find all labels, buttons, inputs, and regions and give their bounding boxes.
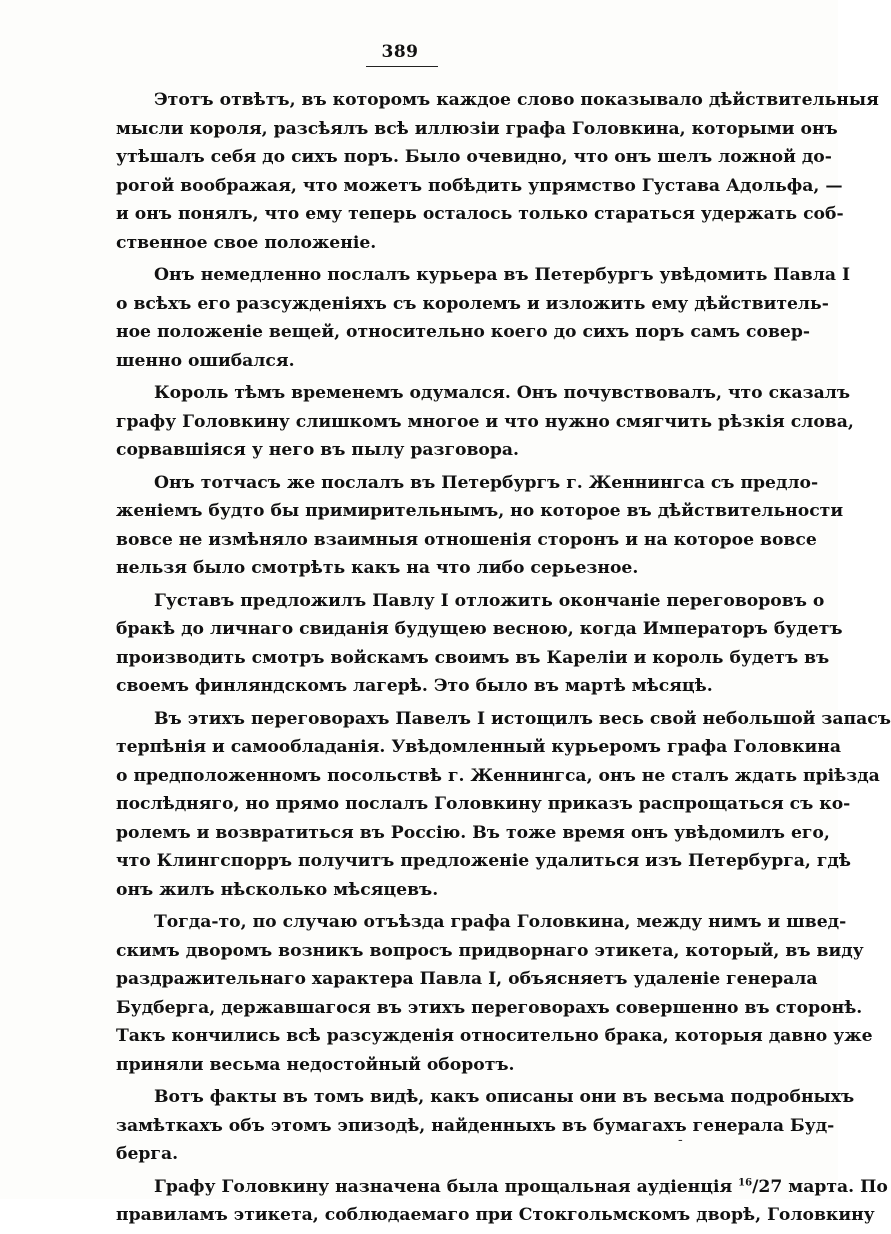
paragraph-2 (78, 261, 851, 379)
text-line: правиламъ этикета, соблюдаемаго при Стокгольмскомъ дворѣ, Головкину (116, 1205, 875, 1225)
text-line: раздражительнаго характера Павла I, объясняетъ удаленіе генерала (116, 969, 818, 989)
paragraph-3 (78, 379, 854, 469)
page-number: 389 (381, 42, 419, 62)
corner-mark: - (678, 1132, 683, 1148)
paragraph-5 (78, 587, 843, 705)
text-line: Вотъ факты въ томъ видѣ, какъ описаны они въ весьма подробныхъ (154, 1087, 855, 1107)
date-rest: /27 марта. По (752, 1176, 888, 1197)
paragraph-4 (78, 469, 844, 587)
text-line: что Клингспорръ получитъ предложеніе удалиться изъ Петербурга, гдѣ (116, 851, 851, 871)
text-line: утѣшалъ себя до сихъ поръ. Было очевидно, что онъ шелъ ложной до- (116, 147, 832, 167)
text-line: о предположенномъ посольствѣ г. Женнингса, онъ не сталъ ждать пріѣзда (116, 765, 880, 786)
text-line: мысли короля, разсѣялъ всѣ иллюзіи графа Головкина, которыми онъ (116, 118, 838, 139)
text-line: Онъ немедленно послалъ курьера въ Петербургъ увѣдомить Павла I (154, 265, 851, 285)
paragraph-8 (78, 1083, 855, 1173)
text-line: рогой воображая, что можетъ побѣдить упрямство Густава Адольфа, — (116, 175, 843, 196)
paragraph-1 (78, 86, 879, 261)
text-line: о всѣхъ его разсужденіяхъ съ королемъ и изложить ему дѣйствитель- (116, 293, 829, 314)
text-line: шенно ошибался. (116, 350, 295, 371)
text-line: Этотъ отвѣтъ, въ которомъ каждое слово показывало дѣйствительныя (154, 90, 879, 110)
text-line: ственное свое положеніе. (116, 232, 377, 253)
text-line: приняли весьма недостойный оборотъ. (116, 1054, 515, 1075)
text-line: Будберга, державшагося въ этихъ переговорахъ совершенно въ сторонѣ. (116, 997, 863, 1018)
body-text (78, 86, 891, 1234)
text-line: замѣткахъ объ этомъ эпизодѣ, найденныхъ въ бумагахъ генерала Буд- (116, 1115, 835, 1136)
text-line: Густавъ предложилъ Павлу I отложить окончаніе переговоровъ о (154, 590, 825, 611)
date-superscript: 16 (738, 1176, 753, 1188)
page-number-rule (366, 66, 438, 67)
text-line: вовсе не измѣняло взаимныя отношенія сторонъ и на которое вовсе (116, 529, 817, 550)
paragraph-9 (78, 1173, 888, 1234)
text-line: Король тѣмъ временемъ одумался. Онъ почувствовалъ, что сказалъ (154, 383, 851, 403)
text-line: графу Головкину слишкомъ многое и что нужно смягчить рѣзкія слова, (116, 411, 854, 432)
text-line: терпѣнія и самообладанія. Увѣдомленный курьеромъ графа Головкина (116, 737, 841, 757)
text-line: скимъ дворомъ возникъ вопросъ придворнаго этикета, который, въ виду (116, 940, 864, 961)
text-line: Онъ тотчасъ же послалъ въ Петербургъ г. Женнингса съ предло- (154, 472, 819, 493)
text-line: и онъ понялъ, что ему теперь осталось только стараться удержать соб- (116, 204, 844, 224)
text-line: онъ жилъ нѣсколько мѣсяцевъ. (116, 879, 439, 900)
text-line: сорвавшіяся у него въ пылу разговора. (116, 440, 519, 460)
text-line: Тогда-то, по случаю отъѣзда графа Головкина, между нимъ и швед- (154, 912, 847, 932)
paragraph-7 (78, 908, 873, 1083)
text-line: своемъ финляндскомъ лагерѣ. Это было въ мартѣ мѣсяцѣ. (116, 676, 713, 696)
text-line: послѣдняго, но прямо послалъ Головкину приказъ распрощаться съ ко- (116, 794, 851, 814)
text-line: ролемъ и возвратиться въ Россію. Въ тоже время онъ увѣдомилъ его, (116, 822, 830, 843)
text-line: Такъ кончились всѣ разсужденія относительно брака, которыя давно уже (116, 1026, 873, 1046)
text-line: женіемъ будто бы примирительнымъ, но которое въ дѣйствительности (116, 501, 844, 521)
text-line: нельзя было смотрѣть какъ на что либо серьезное. (116, 558, 639, 578)
audience-text: Графу Головкину назначена была прощальная аудіенція (154, 1176, 733, 1197)
text-line: ное положеніе вещей, относительно коего до сихъ поръ самъ совер- (116, 322, 811, 342)
text-line: берга. (116, 1144, 179, 1164)
text-line: бракѣ до личнаго свиданія будущею весною, когда Императоръ будетъ (116, 619, 843, 639)
text-line (78, 1173, 888, 1202)
text-line: производить смотръ войскамъ своимъ въ Кареліи и король будетъ въ (116, 647, 830, 668)
text-line: Въ этихъ переговорахъ Павелъ I истощилъ весь свой небольшой запасъ (154, 708, 891, 729)
paragraph-6 (78, 705, 891, 909)
